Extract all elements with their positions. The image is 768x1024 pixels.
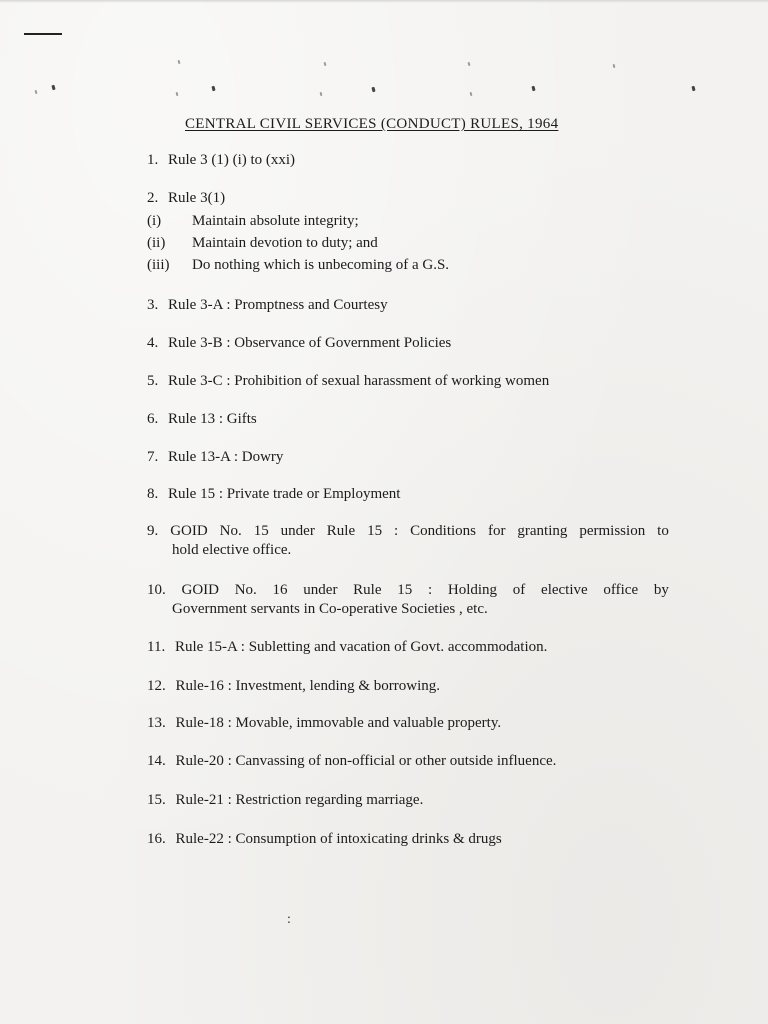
list-item bbox=[147, 189, 225, 208]
list-item bbox=[147, 638, 547, 657]
list-item bbox=[147, 334, 451, 353]
item-word: No. bbox=[219, 523, 242, 539]
item-word: 15 bbox=[367, 523, 383, 539]
item-number: 8. bbox=[147, 486, 159, 502]
item-number: 9. bbox=[147, 523, 159, 539]
item-number: 14. bbox=[147, 753, 166, 769]
item-text: Rule 15-A : Subletting and vacation of Govt. accommodation. bbox=[174, 639, 548, 655]
scan-speck bbox=[324, 62, 327, 66]
item-word: 15 bbox=[253, 523, 269, 539]
item-number: 3. bbox=[147, 297, 159, 313]
sub-item-marker: (ii) bbox=[147, 235, 166, 251]
item-text: Rule 3-C : Prohibition of sexual harassment of working women bbox=[168, 373, 550, 389]
item-word: under bbox=[303, 582, 338, 598]
scan-speck bbox=[176, 92, 179, 96]
scan-speck bbox=[35, 90, 38, 94]
list-item bbox=[147, 296, 388, 315]
item-text: Rule 3(1) bbox=[168, 190, 226, 206]
item-word: Holding bbox=[447, 582, 498, 598]
item-number: 15. bbox=[147, 792, 166, 808]
item-text: Rule 3 (1) (i) to (xxi) bbox=[168, 152, 296, 168]
item-word: granting bbox=[517, 523, 568, 539]
item-number: 2. bbox=[147, 190, 159, 206]
item-text: Rule 3-A : Promptness and Courtesy bbox=[168, 297, 388, 313]
item-number: 5. bbox=[147, 373, 159, 389]
item-line bbox=[147, 581, 669, 600]
item-number: 4. bbox=[147, 335, 159, 351]
item-word: : bbox=[427, 582, 433, 598]
item-number: 13. bbox=[147, 715, 166, 731]
item-word: Rule bbox=[353, 582, 382, 598]
item-word: office bbox=[603, 582, 639, 598]
scan-speck bbox=[211, 86, 215, 92]
item-number: 16. bbox=[147, 831, 166, 847]
list-item bbox=[147, 151, 295, 170]
scan-speck bbox=[178, 60, 181, 64]
document-title: CENTRAL CIVIL SERVICES (CONDUCT) RULES, 1964 bbox=[185, 116, 559, 132]
item-word: by bbox=[653, 582, 669, 598]
item-number: 10. bbox=[147, 582, 166, 598]
item-word: permission bbox=[579, 523, 646, 539]
item-text: Rule-21 : Restriction regarding marriage. bbox=[175, 792, 424, 808]
item-word: GOID bbox=[170, 523, 208, 539]
item-text: Rule 13-A : Dowry bbox=[168, 449, 284, 465]
item-word: Rule bbox=[326, 523, 356, 539]
list-item bbox=[147, 448, 283, 467]
list-item bbox=[147, 581, 669, 619]
scan-speck bbox=[531, 86, 535, 92]
item-text: Rule 13 : Gifts bbox=[168, 411, 257, 427]
scan-speck bbox=[613, 64, 616, 68]
list-item bbox=[147, 522, 669, 560]
list-item bbox=[147, 485, 400, 504]
item-line bbox=[147, 522, 669, 541]
scan-speck bbox=[371, 87, 375, 93]
item-continuation: hold elective office. bbox=[172, 542, 292, 558]
list-item bbox=[147, 372, 549, 391]
sub-item-marker: (iii) bbox=[147, 257, 170, 273]
item-text: Rule 3-B : Observance of Government Policies bbox=[168, 335, 452, 351]
item-number: 12. bbox=[147, 678, 166, 694]
item-word: : bbox=[394, 523, 399, 539]
scan-speck bbox=[51, 85, 55, 91]
item-number: 6. bbox=[147, 411, 159, 427]
item-text: Rule-16 : Investment, lending & borrowing. bbox=[175, 678, 441, 694]
scan-speck bbox=[470, 92, 473, 96]
item-word: Conditions bbox=[410, 523, 476, 539]
item-text: Rule-18 : Movable, immovable and valuable property. bbox=[175, 715, 502, 731]
scan-speck bbox=[468, 62, 471, 66]
margin-rule-mark bbox=[24, 33, 62, 35]
item-text: Rule 15 : Private trade or Employment bbox=[168, 486, 401, 502]
item-word: No. bbox=[234, 582, 257, 598]
item-text: Rule-22 : Consumption of intoxicating drinks & drugs bbox=[175, 831, 502, 847]
sub-item-text: Maintain devotion to duty; and bbox=[192, 235, 378, 251]
scan-speck bbox=[691, 86, 695, 92]
item-word: elective bbox=[541, 582, 588, 598]
page-edge-shadow bbox=[0, 0, 768, 3]
sub-item-text: Do nothing which is unbecoming of a G.S. bbox=[192, 257, 450, 273]
list-item bbox=[147, 830, 502, 849]
list-item bbox=[147, 791, 423, 810]
item-number: 1. bbox=[147, 152, 159, 168]
item-word: 16 bbox=[272, 582, 288, 598]
stray-mark: : bbox=[287, 912, 291, 927]
item-number: 11. bbox=[147, 639, 166, 655]
item-word: of bbox=[512, 582, 526, 598]
list-item bbox=[147, 677, 440, 696]
item-word: to bbox=[657, 523, 669, 539]
item-word: under bbox=[280, 523, 315, 539]
list-item bbox=[147, 714, 501, 733]
list-item bbox=[147, 410, 257, 429]
item-continuation: Government servants in Co-operative Societies , etc. bbox=[172, 601, 488, 617]
item-text: Rule-20 : Canvassing of non-official or other outside influence. bbox=[175, 753, 557, 769]
item-word: 15 bbox=[397, 582, 413, 598]
sub-item-text: Maintain absolute integrity; bbox=[192, 213, 359, 229]
scan-speck bbox=[320, 92, 323, 96]
item-number: 7. bbox=[147, 449, 159, 465]
list-item bbox=[147, 752, 556, 771]
sub-item-marker: (i) bbox=[147, 213, 162, 229]
item-word: GOID bbox=[181, 582, 219, 598]
item-word: for bbox=[487, 523, 506, 539]
